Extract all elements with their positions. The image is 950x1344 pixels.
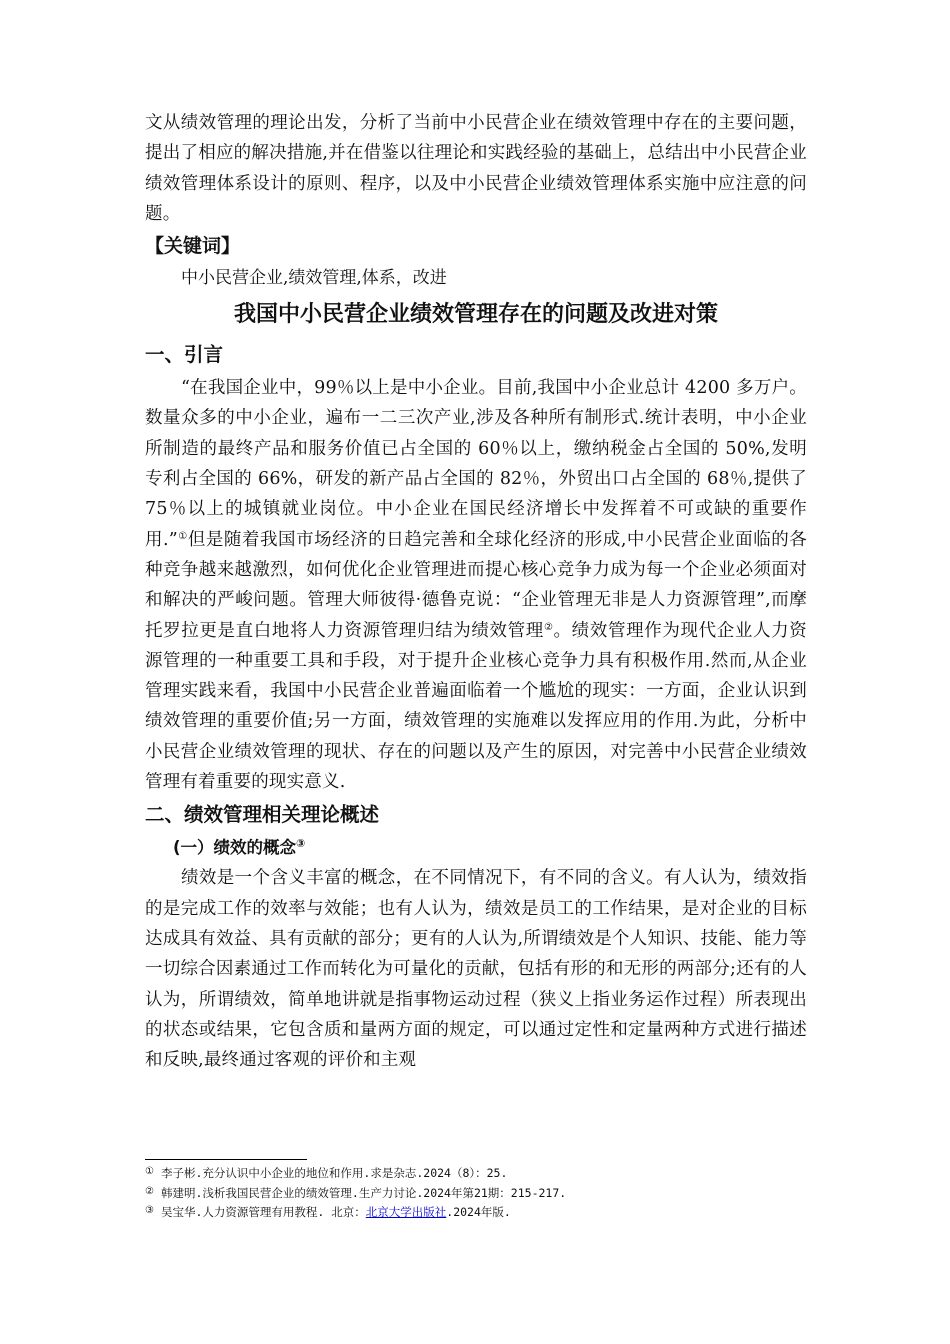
footnote-3: [145, 1202, 807, 1222]
subsection-heading-text: (一）绩效的概念: [173, 838, 297, 858]
intro-text-part-1: “在我国企业中，99％以上是中小企业。目前,我国中小企业总计 4200 多万户。数量众多的中小企业，遍布一二三次产业,涉及各种所有制形式.统计表明，中小企业所制造的最终产品和服务价值已占全国的 60％以上，缴纳税金占全国的 50%,发明专利占全国的 66%，研发的新产品占全国的 82％，外贸出口占全国的 68％,提供了 75％以上的城镇就业岗位。中小企业在国民经济增长中发挥着不可或缺的重要作用.”: [145, 378, 807, 550]
abstract-continuation: 文从绩效管理的理论出发，分析了当前中小民营企业在绩效管理中存在的主要问题，提出了相应的解决措施,并在借鉴以往理论和实践经验的基础上，总结出中小民营企业绩效管理体系设计的原则、程序，以及中小民营企业绩效管理体系实施中应注意的问题。: [145, 113, 807, 224]
footnote-ref-2[interactable]: ②: [543, 621, 554, 633]
footnote-ref-3[interactable]: ③: [296, 837, 306, 851]
section-heading-introduction: 一、引言: [145, 343, 224, 367]
footnote-1: [145, 1163, 807, 1183]
footnote-text: 李子彬.充分认识中小企业的地位和作用.求是杂志.2024（8）：25.: [161, 1166, 508, 1180]
intro-text-part-2: 但是随着我国市场经济的日趋完善和全球化经济的形成,中小民营企业面临的各种竞争越来越激烈，如何优化企业管理进而提心核心竞争力成为每一个企业必须面对和解决的严峻问题。管理大师彼得·德鲁克说：“企业管理无非是人力资源管理”,而摩托罗拉更是直白地将人力资源管理归结为绩效管理: [145, 529, 808, 641]
footnotes: [145, 1163, 807, 1222]
footnote-2: [145, 1183, 807, 1203]
footnote-marker: ②: [145, 1185, 154, 1197]
keywords-heading: 【关键词】: [145, 235, 241, 258]
paper-title: 我国中小民营企业绩效管理存在的问题及改进对策: [233, 302, 718, 328]
footnote-text-end: .2024年版.: [446, 1205, 511, 1219]
concept-paragraph: 绩效是一个含义丰富的概念，在不同情况下，有不同的含义。有人认为，绩效指的是完成工作的效率与效能；也有人认为，绩效是员工的工作结果，是对企业的目标达成具有效益、具有贡献的部分；更有的人认为,所谓绩效是个人知识、技能、能力等一切综合因素通过工作而转化为可量化的贡献，包括有形的和无形的两部分;还有的人认为，所谓绩效，简单地讲就是指事物运动过程（狭义上指业务运作过程）所表现出的状态或结果，它包含质和量两方面的规定，可以通过定性和定量两种方式进行描述和反映,最终通过客观的评价和主观: [145, 868, 807, 1071]
introduction-paragraph: [145, 373, 807, 797]
document-body: [145, 108, 807, 1075]
section-heading-theory: 二、绩效管理相关理论概述: [145, 803, 380, 827]
footnote-text: 韩建明.浅析我国民营企业的绩效管理.生产力讨论.2024年第21期：215-217.: [161, 1185, 567, 1200]
intro-text-part-3: 。绩效管理作为现代企业人力资源管理的一种重要工具和手段，对于提升企业核心竞争力具有积极作用.然而,从企业管理实践来看，我国中小民营企业普遍面临着一个尴尬的现实：一方面，企业认识到绩效管理的重要价值;另一方面，绩效管理的实施难以发挥应用的作用.为此，分析中小民营企业绩效管理的现状、存在的问题以及产生的原因，对完善中小民营企业绩效管理有着重要的现实意义.: [145, 620, 807, 793]
footnote-separator: [145, 1159, 307, 1160]
footnote-text: 吴宝华.人力资源管理有用教程. 北京：: [161, 1205, 366, 1219]
footnote-marker: ①: [145, 1166, 154, 1177]
subsection-heading-concept: [145, 833, 807, 863]
publisher-link[interactable]: 北京大学出版社: [365, 1205, 447, 1219]
footnote-ref-1[interactable]: ①: [177, 530, 188, 542]
footnote-marker: ③: [145, 1205, 154, 1216]
keywords-text: 中小民营企业,绩效管理,体系，改进: [181, 268, 447, 289]
